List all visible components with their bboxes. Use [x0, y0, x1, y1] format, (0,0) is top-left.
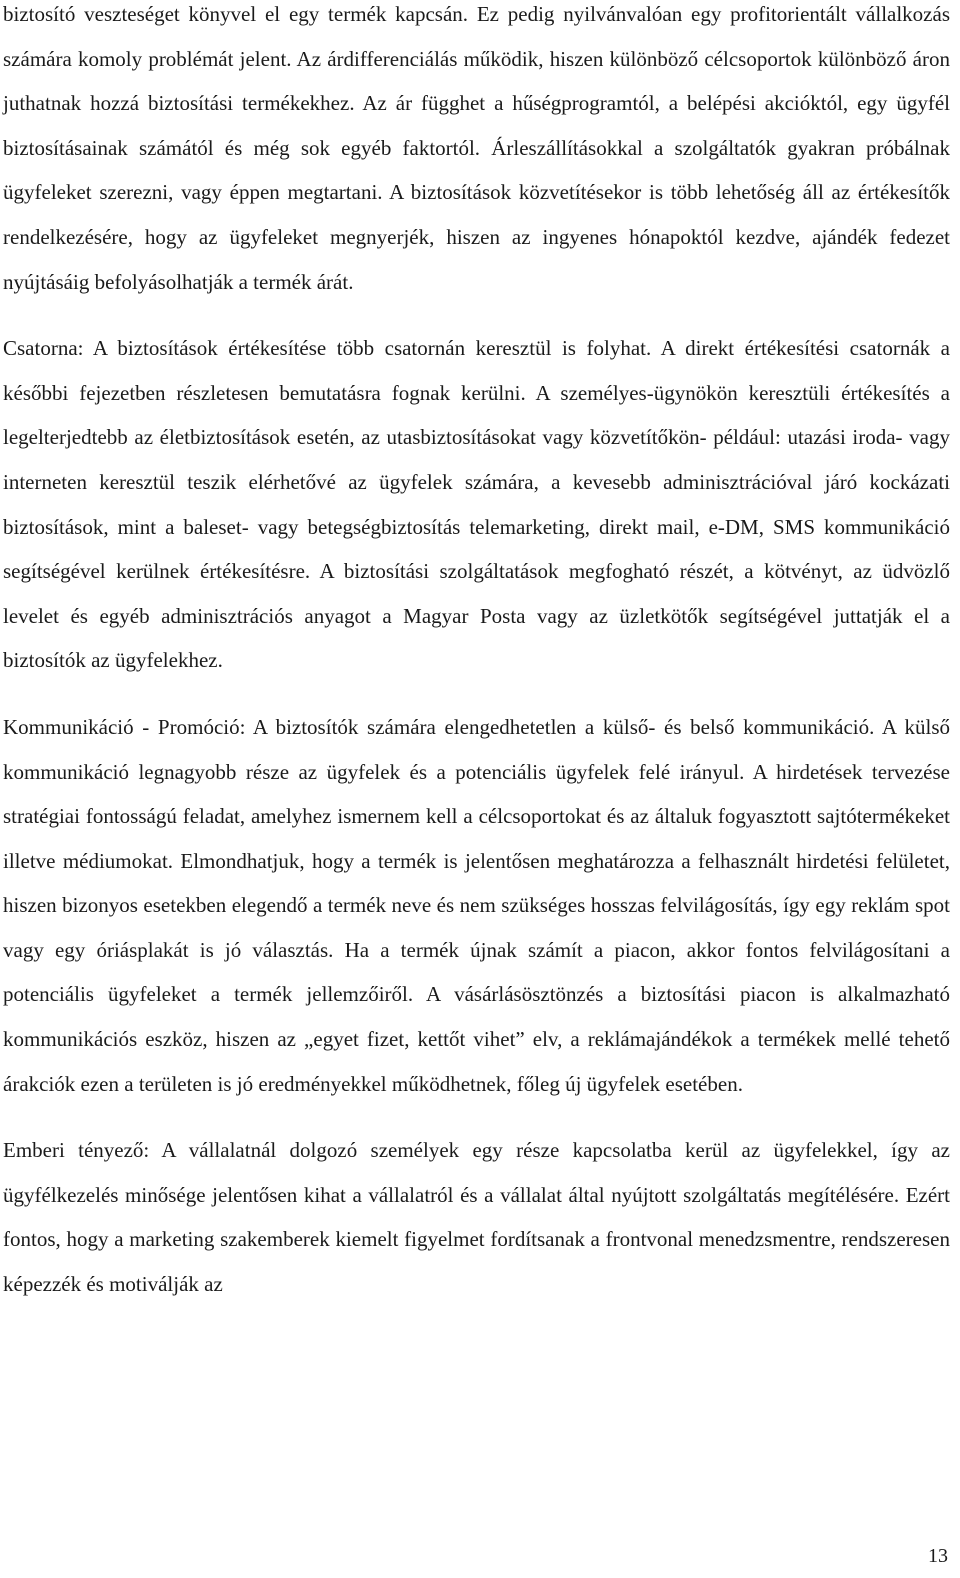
paragraph-channel: Csatorna: A biztosítások értékesítése több csatornán keresztül is folyhat. A direkt értékesítési csatornák a későbbi fejezetben részletesen bemutatásra fognak kerülni. A személyes-ügynökön keresztüli értékesítés a legelterjedtebb az életbiztosítások esetén, az utasbiztosításokat vagy közvetítőkön- például: utazási iroda- vagy interneten keresztül teszik elérhetővé az ügyfelek számára, a kevesebb adminisztrációval járó kockázati biztosítások, mint a baleset- vagy betegségbiztosítás telemarketing, direkt mail, e-DM, SMS kommunikáció segítségével kerülnek értékesítésre. A biztosítási szolgáltatások megfogható részét, a kötvényt, az üdvözlő levelet és egyéb adminisztrációs anyagot a Magyar Posta vagy az üzletkötők segítségével juttatják el a biztosítók az ügyfelekhez. [3, 336, 950, 673]
page-number: 13 [928, 1545, 948, 1567]
body-text [3, 0, 950, 1307]
paragraph-pricing: biztosító veszteséget könyvel el egy termék kapcsán. Ez pedig nyilvánvalóan egy profitorientált vállalkozás számára komoly problémát jelent. Az árdifferenciálás működik, hiszen különböző célcsoportok különböző áron juthatnak hozzá biztosítási termékekhez. Az ár függhet a hűségprogramtól, a belépési akcióktól, egy ügyfél biztosításainak számától és még sok egyéb faktortól. Árleszállításokkal a szolgáltatók gyakran próbálnak ügyfeleket szerezni, vagy éppen megtartani. A biztosítások közvetítésekor is több lehetőség áll az értékesítők rendelkezésére, hogy az ügyfeleket megnyerjék, hiszen az ingyenes hónapoktól kezdve, ajándék fedezet nyújtásáig befolyásolhatják a termék árát. [3, 2, 950, 294]
paragraph-communication: Kommunikáció - Promóció: A biztosítók számára elengedhetetlen a külső- és belső kommunikáció. A külső kommunikáció legnagyobb része az ügyfelek és a potenciális ügyfelek felé irányul. A hirdetések tervezése stratégiai fontosságú feladat, amelyhez ismernem kell a célcsoportokat és az általuk fogyasztott sajtótermékeket illetve médiumokat. Elmondhatjuk, hogy a termék is jelentősen meghatározza a felhasznált hirdetési felületet, hiszen bizonyos esetekben elegendő a termék neve és nem szükséges hosszas felvilágosítás, így egy reklám spot vagy egy óriásplakát is jó választás. Ha a termék újnak számít a piacon, akkor fontos felvilágosítani a potenciális ügyfeleket a termék jellemzőiről. A vásárlásösztönzés a biztosítási piacon is alkalmazható kommunikációs eszköz, hiszen az „egyet fizet, kettőt vihet” elv, a reklámajándékok a termékek mellé tehető árakciók ezen a területen is jó eredményekkel működhetnek, főleg új ügyfelek esetében. [3, 714, 950, 1096]
paragraph-human-factor: Emberi tényező: A vállalatnál dolgozó személyek egy része kapcsolatba kerül az ügyfelekkel, így az ügyfélkezelés minősége jelentősen kihat a vállalatról és a vállalat által nyújtott szolgáltatás megítélésére. Ezért fontos, hogy a marketing szakemberek kiemelt figyelmet fordítsanak a frontvonal menedzsmentre, rendszeresen képezzék és motiválják az [3, 1138, 950, 1297]
